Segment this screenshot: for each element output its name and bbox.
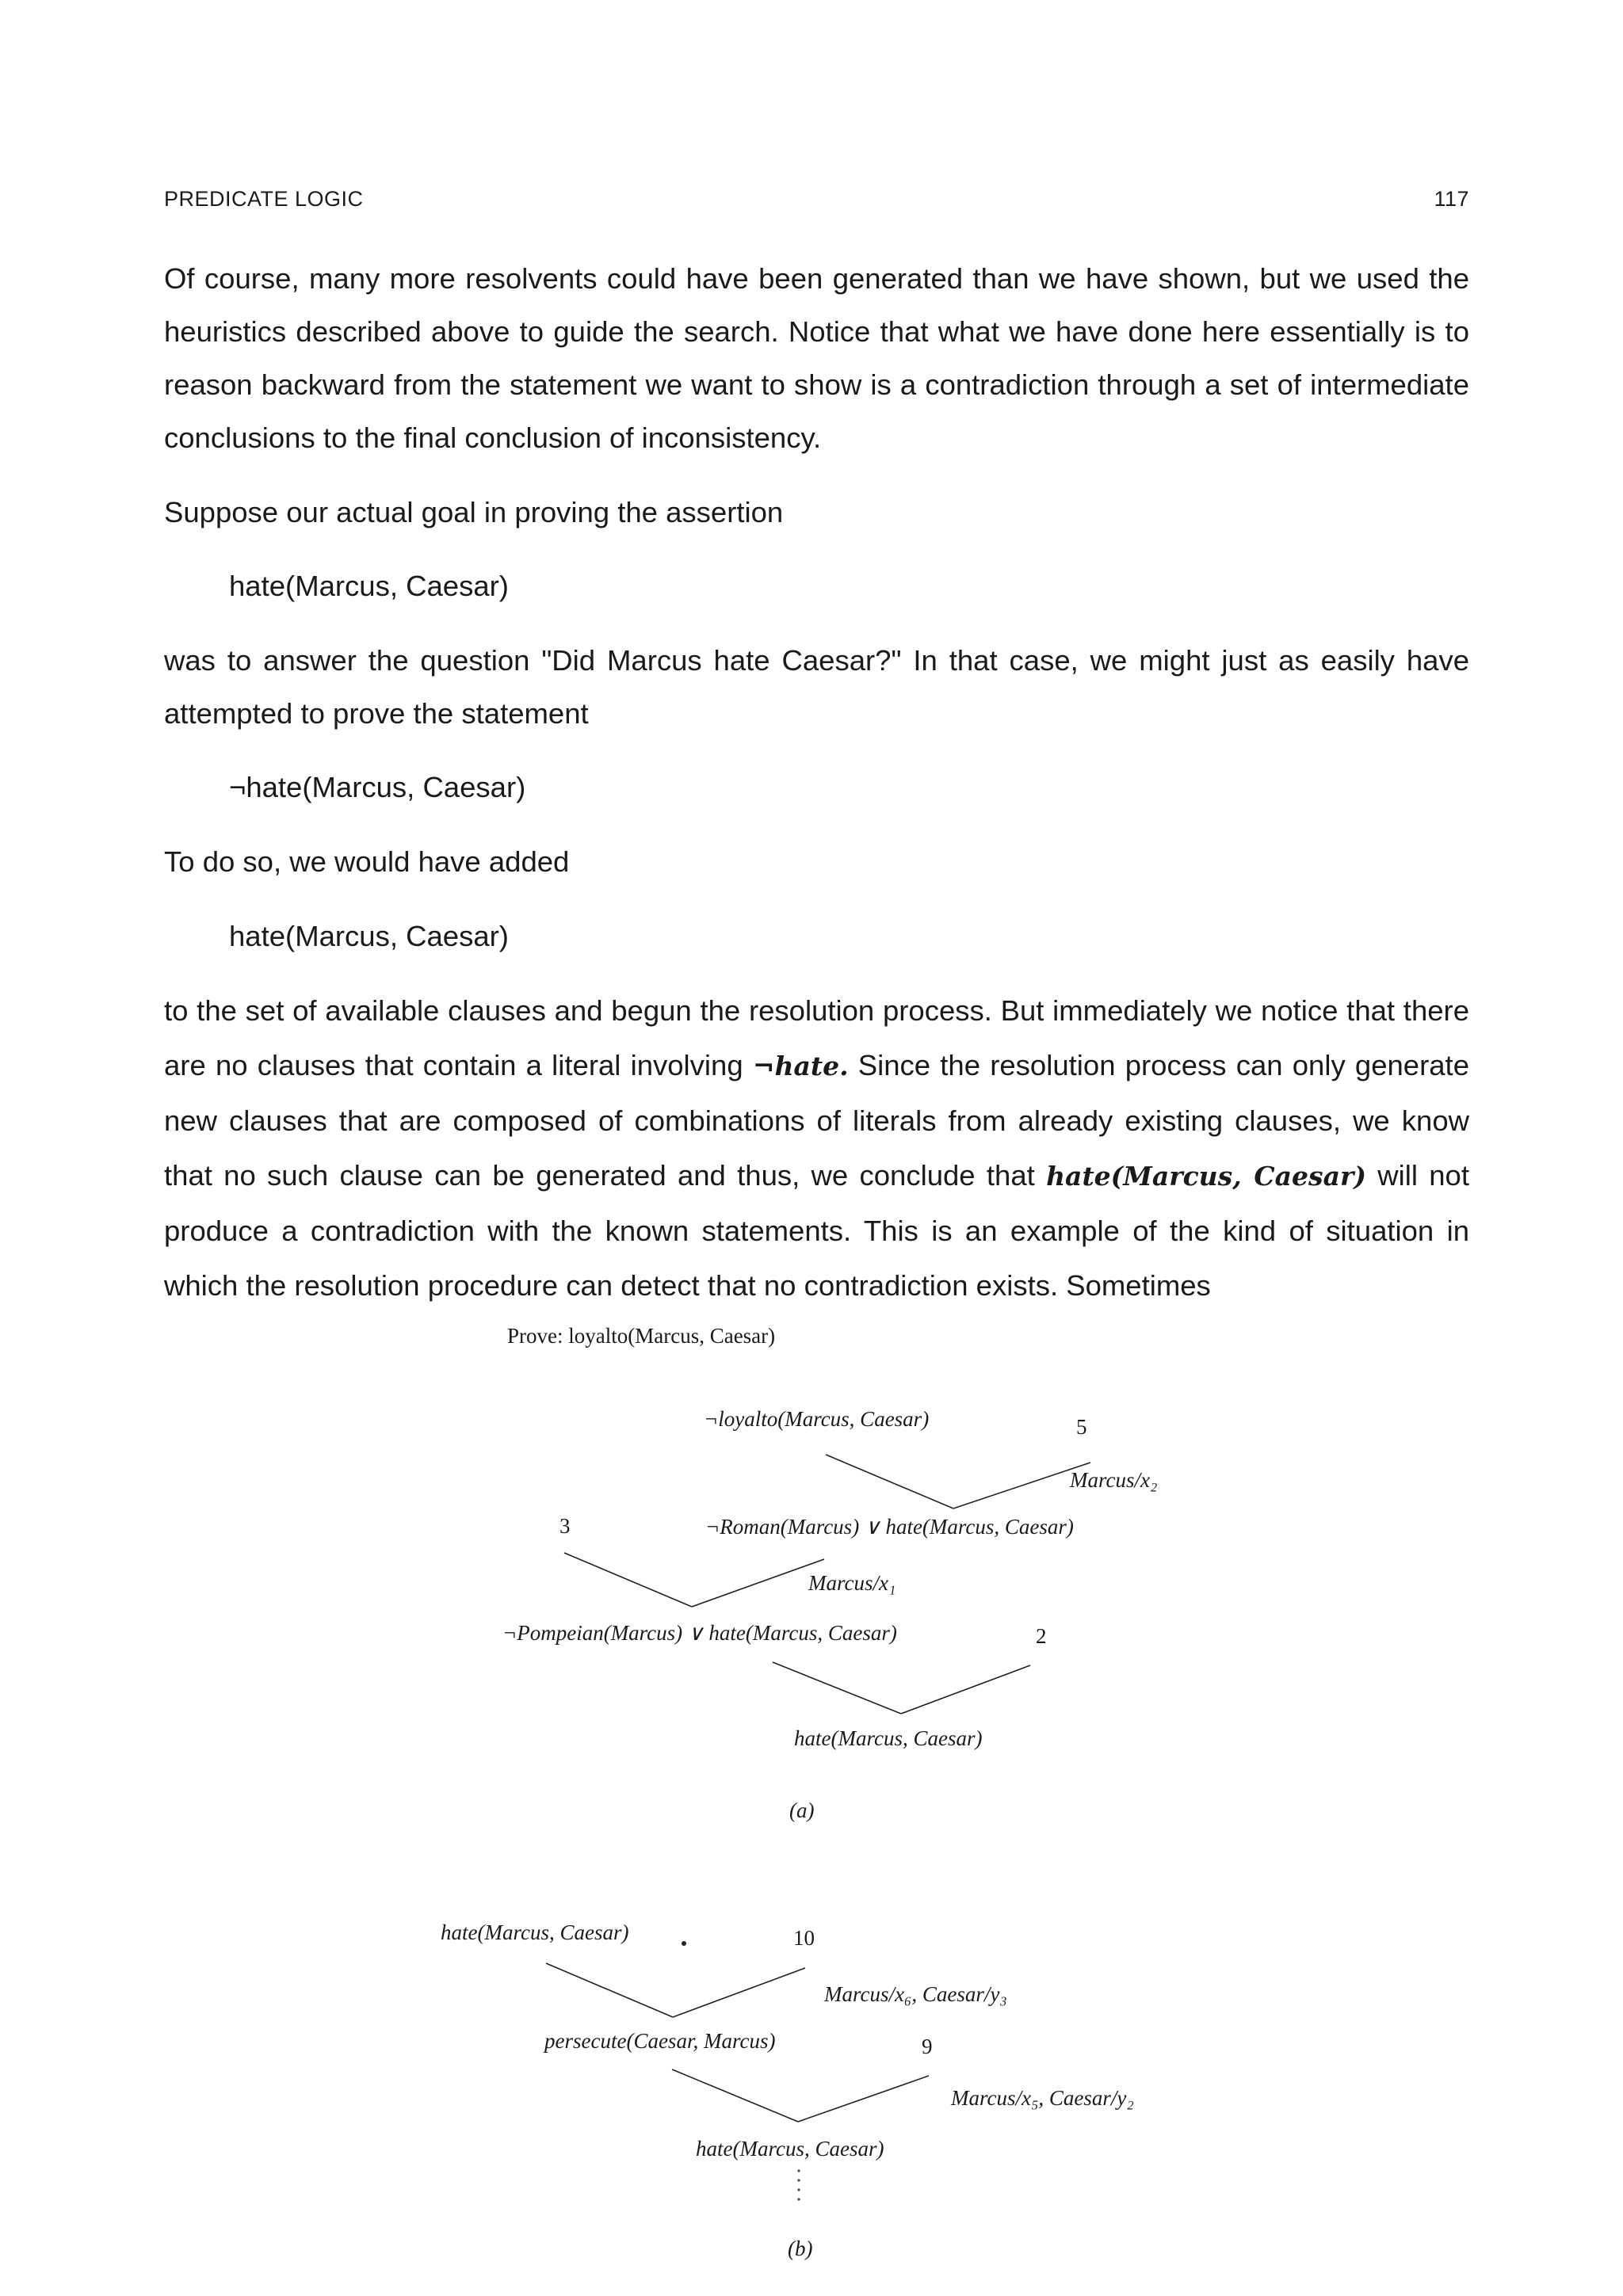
resolve-line <box>826 1455 953 1508</box>
continuation-dots <box>797 2169 800 2200</box>
header-title: PREDICATE LOGIC <box>164 187 364 211</box>
paragraph-5-part-a: to the set of available clauses and begun the resolution process. But immediately we notice that there are no clauses that contain a literal involving <box>164 994 1469 1081</box>
prove-line <box>507 1324 775 1348</box>
clause-number-5: 5 <box>1076 1415 1087 1439</box>
formula-hate: hate(Marcus, Caesar) <box>229 570 509 602</box>
substitution-marcus-x2: Marcus/x₂ <box>1070 1468 1158 1492</box>
formula-not-hate: ¬hate(Marcus, Caesar) <box>229 771 526 803</box>
prove-label: Prove: <box>507 1324 569 1348</box>
resolve-line <box>546 1963 673 2017</box>
clause-number-10: 10 <box>793 1926 815 1950</box>
paragraph-3: was to answer the question "Did Marcus hate Caesar?" In that case, we might just as easily have attempted to prove the statement <box>164 644 1469 730</box>
clause-hate-result: hate(Marcus, Caesar) <box>794 1726 983 1750</box>
substitution-marcus-x1: Marcus/x₁ <box>808 1571 896 1595</box>
page-number: 117 <box>1434 187 1469 211</box>
clause-number-3: 3 <box>559 1514 571 1538</box>
paragraph-4: To do so, we would have added <box>164 845 570 878</box>
clause-not-loyalto: ¬loyalto(Marcus, Caesar) <box>704 1407 930 1431</box>
paragraph-2: Suppose our actual goal in proving the assertion <box>164 496 784 528</box>
figure-b-caption: (b) <box>788 2237 813 2260</box>
resolve-line <box>798 2076 929 2122</box>
stray-dot <box>682 1941 686 1946</box>
substitution-x5-y2: Marcus/x₅, Caesar/y₂ <box>951 2086 1134 2110</box>
resolve-line <box>672 2069 798 2122</box>
resolve-line <box>773 1662 901 1714</box>
clause-persecute: persecute(Caesar, Marcus) <box>544 2029 776 2053</box>
clause-not-pompeian-or-hate: ¬Pompeian(Marcus) ∨ hate(Marcus, Caesar) <box>502 1621 897 1645</box>
paragraph-1: Of course, many more resolvents could have been generated than we have shown, but we used the heuristics described above to guide the search. Notice that what we have done here essentially is to reason backward from the statement we want to show is a contradiction through a set of intermediate conclusions to the final conclusion of inconsistency. <box>164 262 1469 454</box>
substitution-x6-y3: Marcus/x₆, Caesar/y₃ <box>824 1982 1007 2006</box>
paragraph-5-part-b: Since the resolution process can only generate new clauses that are composed of combinations of literals from already existing clauses, we know that no such clause can be generated and thus, we conclude that <box>164 1049 1469 1192</box>
formula-hate-added: hate(Marcus, Caesar) <box>229 920 509 952</box>
resolve-line <box>901 1665 1030 1714</box>
clause-hate-end: hate(Marcus, Caesar) <box>696 2137 884 2161</box>
clause-number-2: 2 <box>1036 1624 1047 1648</box>
figure-b <box>441 1920 1134 2260</box>
clause-hate-start: hate(Marcus, Caesar) <box>441 1920 629 1944</box>
clause-number-9: 9 <box>922 2035 933 2058</box>
resolve-line <box>564 1553 692 1607</box>
resolve-line <box>692 1559 824 1607</box>
resolve-line <box>673 1968 805 2017</box>
figure-a <box>502 1324 1157 1822</box>
clause-not-roman-or-hate: ¬Roman(Marcus) ∨ hate(Marcus, Caesar) <box>705 1515 1074 1539</box>
paragraph-5-part-c: will not produce a contradiction with the known statements. This is an example of the kind of situation in which the resolution procedure can detect that no contradiction exists. Sometimes <box>164 1159 1469 1302</box>
figure-a-caption: (a) <box>789 1798 815 1822</box>
prove-formula: loyalto(Marcus, Caesar) <box>568 1324 776 1348</box>
neg-hate-literal: ¬hate. <box>752 1051 849 1081</box>
hate-formula-inline: hate(Marcus, Caesar) <box>1046 1161 1366 1192</box>
